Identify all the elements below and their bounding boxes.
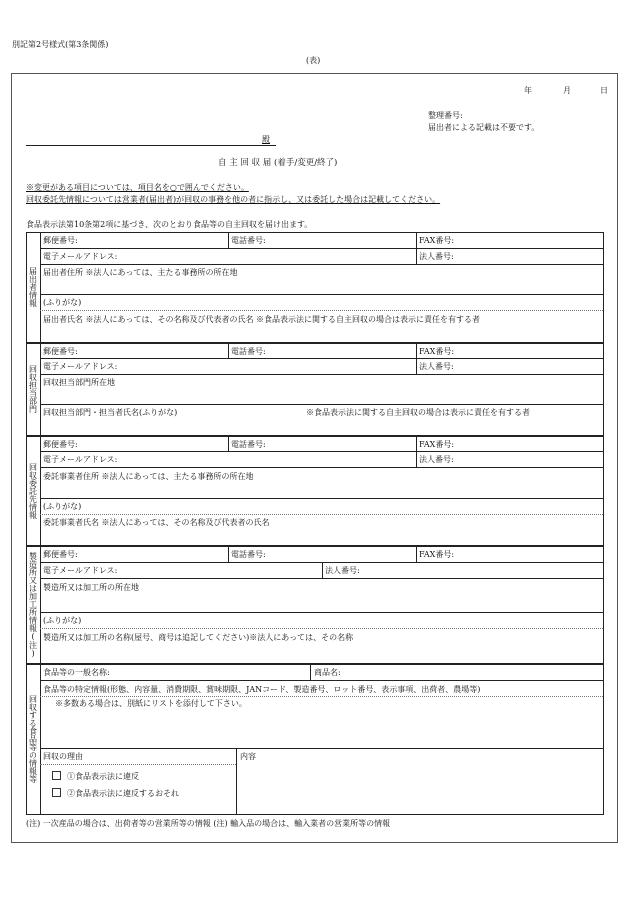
checkbox[interactable] [52, 788, 61, 797]
col-line [322, 562, 323, 578]
contractor-postal: 郵便番号: [43, 440, 78, 449]
ref-no-label: 整理番号: [428, 111, 463, 120]
factory-email: 電子メールアドレス: [43, 566, 118, 575]
notifier-corp-no: 法人番号: [419, 252, 454, 261]
notifier-address: 届出者住所 ※法人にあっては、主たる事務所の所在地 [43, 268, 238, 277]
divider [26, 545, 604, 547]
reason-option-2-label: ②食品表示法に違反するおそれ [67, 789, 179, 798]
row-dotted [40, 514, 603, 515]
row-line [40, 680, 603, 681]
row-line [40, 748, 603, 749]
notifier-fax: FAX番号: [419, 236, 455, 245]
row-line [40, 358, 603, 359]
factory-furigana: (ふりがな) [43, 616, 82, 625]
row-line [40, 374, 603, 375]
contractor-name: 委託事業者氏名 ※法人にあっては、その名称及び代表者の氏名 [43, 518, 270, 527]
row-dotted [40, 310, 603, 311]
col-line [228, 436, 229, 451]
addressee-suffix: 殿 [262, 135, 270, 144]
reason-header: 回収の理由 [43, 752, 83, 761]
section-label-recall-dept: 回収担当部門 [28, 365, 38, 413]
notifier-furigana: (ふりがな) [43, 298, 82, 307]
table-bottom [26, 814, 604, 815]
col-line [228, 232, 229, 248]
factory-fax: FAX番号: [419, 550, 455, 559]
content-header: 内容 [240, 752, 256, 761]
contractor-phone: 電話番号: [231, 440, 266, 449]
row-dotted [40, 764, 236, 765]
contractor-fax: FAX番号: [419, 440, 455, 449]
note-circle: ※変更がある項目については、項目名を○で囲んでください。 [26, 183, 249, 192]
section-label-product: 回収する食品等の情報等 [28, 695, 38, 783]
row-line [40, 467, 603, 468]
row-dotted [40, 628, 603, 629]
col-line [236, 748, 237, 814]
factory-address: 製造所又は加工所の所在地 [43, 583, 139, 592]
note-contractor: 回収委託先情報については営業者(届出者)が回収の事務を他の者に指示し、又は委託した場合は記載してください。 [26, 195, 441, 204]
col-line [228, 546, 229, 562]
ref-no-note: 届出者による記載は不要です。 [428, 123, 540, 132]
factory-postal: 郵便番号: [43, 550, 78, 559]
reason-option-1[interactable] [52, 771, 139, 781]
dept-postal: 郵便番号: [43, 347, 78, 356]
notifier-phone: 電話番号: [231, 236, 266, 245]
row-line [40, 451, 603, 452]
row-line [40, 404, 603, 405]
divider [26, 342, 604, 344]
date-year: 年 [524, 86, 532, 95]
contractor-corp-no: 法人番号: [419, 455, 454, 464]
addressee-line [26, 145, 276, 146]
table-right [603, 232, 604, 814]
dept-contact-name: 回収担当部門・担当者氏名(ふりがな) [43, 408, 178, 417]
reason-option-2[interactable] [52, 788, 179, 798]
product-general-name: 食品等の一般名称: [43, 668, 110, 677]
factory-corp-no: 法人番号: [325, 566, 360, 575]
dept-email: 電子メールアドレス: [43, 362, 118, 371]
col-line [416, 546, 417, 562]
row-line [40, 264, 603, 265]
contractor-address: 委託事業者住所 ※法人にあっては、主たる事務所の所在地 [43, 472, 254, 481]
product-name: 商品名: [314, 668, 341, 677]
checkbox[interactable] [52, 771, 61, 780]
notifier-name: 届出者氏名 ※法人にあっては、その名称及び代表者の氏名 ※食品表示法に関する自主回収の場合は表示に責任を有する者 [43, 315, 481, 324]
contractor-furigana: (ふりがな) [43, 502, 82, 511]
form-id: 別記第2号様式(第3条関係) [12, 40, 109, 49]
dept-address: 回収担当部門所在地 [43, 378, 115, 387]
dept-corp-no: 法人番号: [419, 362, 454, 371]
contractor-email: 電子メールアドレス: [43, 455, 118, 464]
footnote: (注) 一次産品の場合は、出荷者等の営業所等の情報 (注) 輸入品の場合は、輸入業者の営業所等の情報 [26, 819, 391, 828]
section-label-factory: 製造所又は加工所情報(注) [28, 551, 38, 658]
dept-fax: FAX番号: [419, 347, 455, 356]
form-title: 自 主 回 収 届 (着手/変更/終了) [218, 158, 338, 168]
divider [26, 663, 604, 665]
label-col-line [40, 232, 41, 814]
section-label-contractor: 回収委託先情報 [28, 462, 38, 519]
factory-phone: 電話番号: [231, 550, 266, 559]
table-top [26, 232, 604, 233]
factory-name: 製造所又は加工所の名称(屋号、商号は追記してください)※法人にあっては、その名称 [43, 633, 354, 642]
notifier-postal: 郵便番号: [43, 236, 78, 245]
product-list-note: ※多数ある場合は、別紙にリストを添付して下さい。 [55, 699, 247, 708]
row-line [40, 248, 603, 249]
row-line [40, 294, 603, 295]
col-line [310, 664, 311, 680]
row-line [40, 498, 603, 499]
row-line [40, 612, 603, 613]
dept-phone: 電話番号: [231, 347, 266, 356]
section-label-notifier: 届出者情報 [28, 267, 38, 307]
dept-contact-note: ※食品表示法に関する自主回収の場合は表示に責任を有する者 [306, 408, 530, 417]
row-line [40, 578, 603, 579]
reason-option-1-label: ①食品表示法に違反 [67, 772, 139, 781]
date-month: 月 [563, 86, 571, 95]
notifier-email: 電子メールアドレス: [43, 252, 118, 261]
product-specific-info: 食品等の特定情報(形態、内容量、消費期限、賞味期限、JANコード、製造番号、ロット番号、表示事項、出荷者、農場等) [43, 685, 481, 694]
row-dotted [40, 696, 603, 697]
side-label: (表) [306, 56, 321, 65]
date-day: 日 [600, 86, 608, 95]
divider [26, 435, 604, 437]
intro-text: 食品表示法第10条第2項に基づき、次のとおり食品等の自主回収を届け出ます。 [26, 220, 313, 229]
col-line [228, 343, 229, 358]
